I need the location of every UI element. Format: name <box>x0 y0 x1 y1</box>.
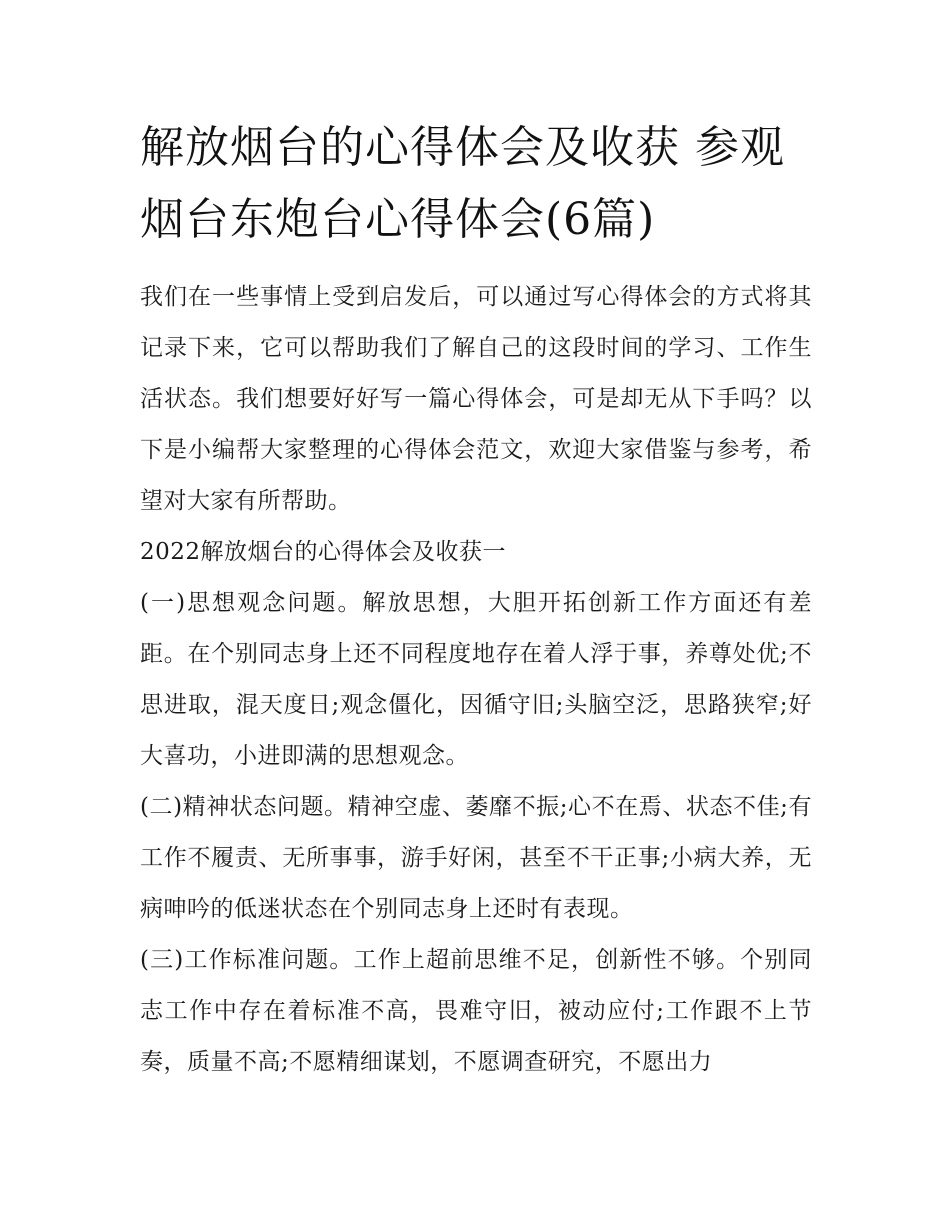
intro-paragraph: 我们在一些事情上受到启发后，可以通过写心得体会的方式将其记录下来，它可以帮助我们了解自己的这段时间的学习、工作生活状态。我们想要好好写一篇心得体会，可是却无从下手吗？以下是小编帮大家整理的心得体会范文，欢迎大家借鉴与参考，希望对大家有所帮助。 <box>140 284 812 514</box>
document-title: 解放烟台的心得体会及收获 参观烟台东炮台心得体会(6篇) <box>140 122 785 245</box>
section-heading: 2022解放烟台的心得体会及收获一 <box>140 539 507 565</box>
paragraph-mental-state: (二)精神状态问题。精神空虚、萎靡不振;心不在焉、状态不佳;有工作不履责、无所事事，游手好闲，甚至不干正事;小病大养，无病呻吟的低迷状态在个别同志身上还时有表现。 <box>140 794 812 922</box>
paragraph-work-standard: (三)工作标准问题。工作上超前思维不足，创新性不够。个别同志工作中存在着标准不高，畏难守旧，被动应付;工作跟不上节奏，质量不高;不愿精细谋划，不愿调查研究，不愿出力 <box>140 947 812 1075</box>
paragraph-thinking-concept: (一)思想观念问题。解放思想，大胆开拓创新工作方面还有差距。在个别同志身上还不同程度地存在着人浮于事，养尊处优;不思进取，混天度日;观念僵化，因循守旧;头脑空泛，思路狭窄;好大喜功，小进即满的思想观念。 <box>140 590 812 769</box>
document-body <box>140 112 812 1088</box>
